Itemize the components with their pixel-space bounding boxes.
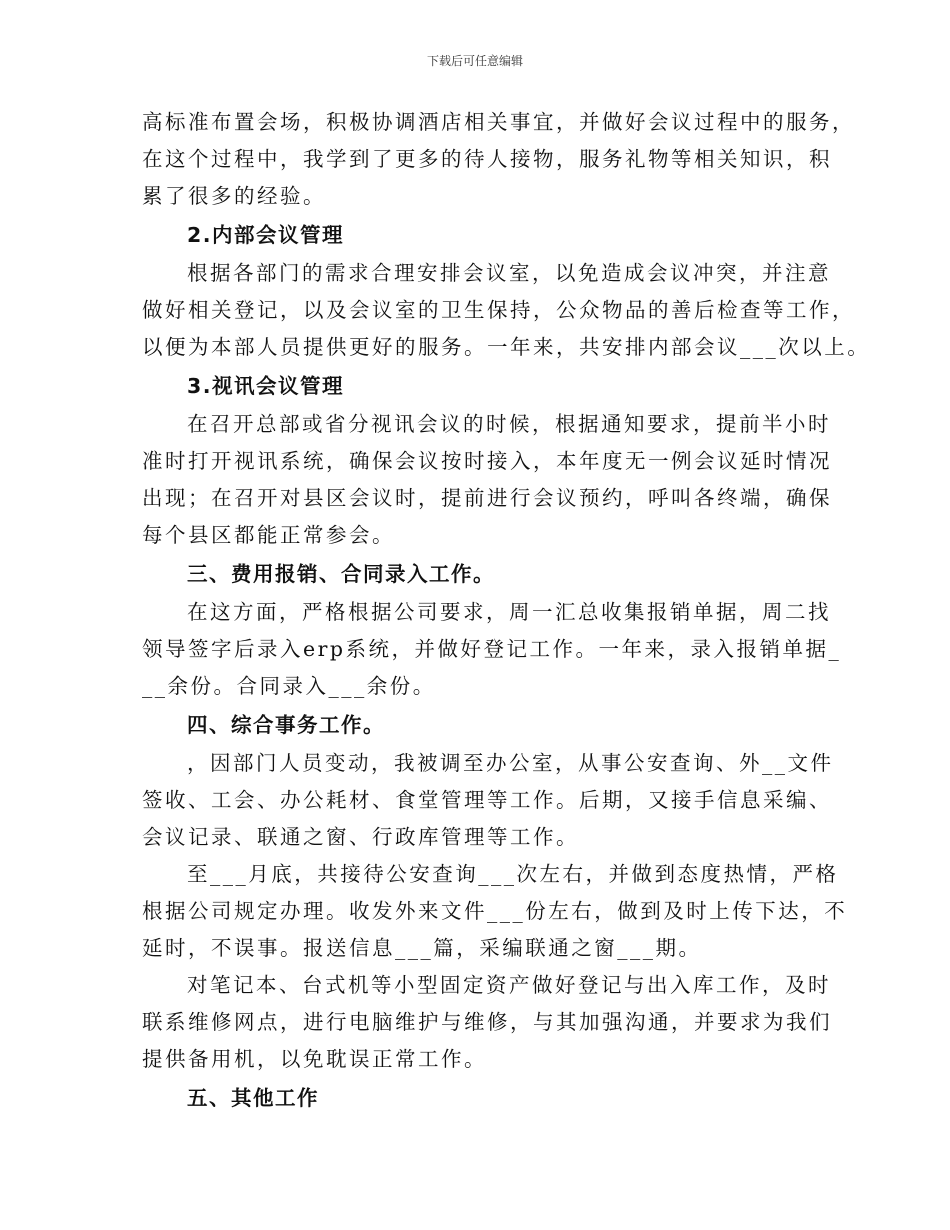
- paragraph-line: 在这个过程中，我学到了更多的待人接物，服务礼物等相关知识，积: [142, 147, 832, 171]
- paragraph-line: 对笔记本、台式机等小型固定资产做好登记与出入库工作，及时: [187, 973, 831, 997]
- paragraph-line: ，因部门人员变动，我被调至办公室，从事公安查询、外__文件: [187, 751, 834, 775]
- paragraph-line: 出现；在召开对县区会议时，提前进行会议预约，呼叫各终端，确保: [142, 486, 832, 510]
- paragraph-line: 延时，不误事。报送信息___篇，采编联通之窗___期。: [142, 936, 702, 960]
- paragraph-line: __余份。合同录入___余份。: [142, 674, 436, 698]
- section-heading: 三、费用报销、合同录入工作。: [187, 562, 495, 586]
- page-header: 下载后可任意编辑: [426, 54, 523, 68]
- paragraph-line: 每个县区都能正常参会。: [142, 523, 395, 547]
- paragraph-line: 提供备用机，以免耽误正常工作。: [142, 1047, 487, 1071]
- paragraph-line: 根据公司规定办理。收发外来文件___份左右，做到及时上传下达，不: [142, 899, 848, 923]
- section-heading: 3.视讯会议管理: [187, 374, 345, 398]
- paragraph-line: 在这方面，严格根据公司要求，周一汇总收集报销单据，周二找: [187, 600, 831, 624]
- paragraph-line: 领导签字后录入erp系统，并做好登记工作。一年来，录入报销单据_: [142, 637, 842, 661]
- paragraph-line: 在召开总部或省分视讯会议的时候，根据通知要求，提前半小时: [187, 412, 831, 436]
- paragraph-line: 会议记录、联通之窗、行政库管理等工作。: [142, 825, 579, 849]
- section-heading: 四、综合事务工作。: [187, 713, 385, 737]
- paragraph-line: 做好相关登记，以及会议室的卫生保持，公众物品的善后检查等工作，: [142, 298, 855, 322]
- paragraph-line: 准时打开视讯系统，确保会议按时接入，本年度无一例会议延时情况: [142, 449, 832, 473]
- paragraph-line: 以便为本部人员提供更好的服务。一年来，共安排内部会议___次以上。: [142, 335, 871, 359]
- document-body: [142, 104, 871, 1118]
- paragraph-line: 签收、工会、办公耗材、食堂管理等工作。后期，又接手信息采编、: [142, 788, 832, 812]
- paragraph-line: 根据各部门的需求合理安排会议室，以免造成会议冲突，并注意: [187, 261, 831, 285]
- paragraph-line: 累了很多的经验。: [142, 184, 326, 208]
- paragraph-line: 至___月底，共接待公安查询___次左右，并做到态度热情，严格: [187, 862, 839, 886]
- paragraph-line: 高标准布置会场，积极协调酒店相关事宜，并做好会议过程中的服务，: [142, 110, 855, 134]
- paragraph-line: 联系维修网点，进行电脑维护与维修，与其加强沟通，并要求为我们: [142, 1010, 832, 1034]
- section-heading: 五、其他工作: [187, 1086, 319, 1110]
- section-heading: 2.内部会议管理: [187, 223, 345, 247]
